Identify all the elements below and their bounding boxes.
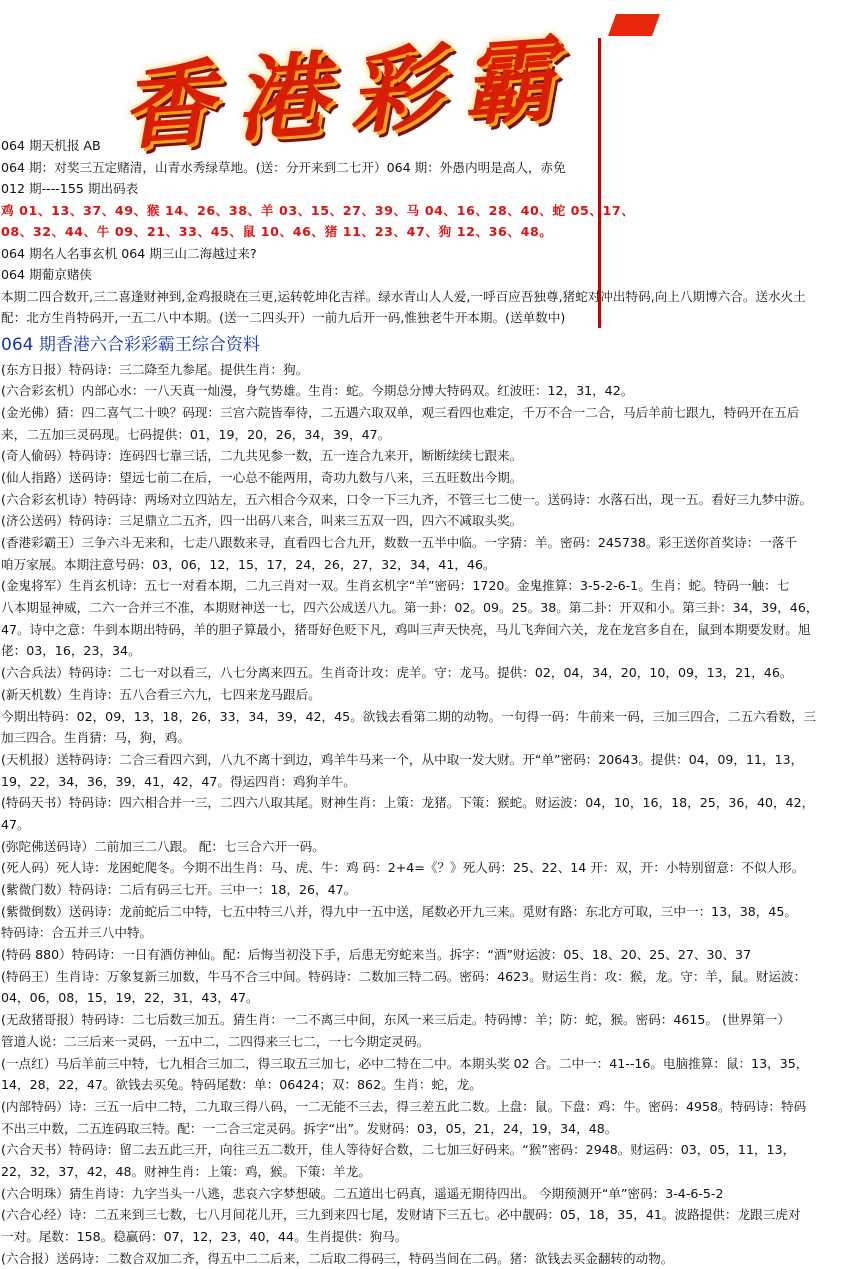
info-line: (金光佛）猜：四二喜气二十映？码现：三宫六院皆奉待，二五遇六取双单，观三看四也难定，千万不合一二合，马后羊前七跟九，特码开在五后 [0, 402, 863, 424]
info-line: (香港彩霸王）三争六斗无来和，七走八跟数来寻，直看四七合九开，数数一五半中临。一字猜：羊。密码：245738。彩王送你首奖诗：一落千 [0, 532, 863, 554]
info-line: (新天机数）生肖诗：五八合看三六九，七四来龙马跟后。 [0, 684, 863, 706]
info-line: (特码天书）特码诗：四六相合并一三，二四六八取其尾。财神生肖：上策：龙猪。下策：猴蛇。财运波：04，10，16，18，25，36，40，42， [0, 792, 863, 814]
info-line: 19，22，34，36，39，41，42，47。得运四肖：鸡狗羊牛。 [0, 771, 863, 793]
info-line: (紫微门数）特码诗：二后有码三七开。三中一：18，26，47。 [0, 879, 863, 901]
info-line: 八本期显神威，二六一合并三不准，本期财神送一七，四六公成送八九。第一卦：02。09。25。38。第二卦：开双和小。第三卦：34，39，46， [0, 597, 863, 619]
info-line: 47。诗中之意：牛到本期出特码，羊的胆子算最小，猪哥好色贬下凡，鸡叫三声天快亮，马儿飞奔间六关，龙在龙宫多自在，鼠到本期要发财。旭 [0, 619, 863, 641]
info-line: 咱万家展。本期注意号码：03，06，12，15，17，24，26，27，32，34，41，46。 [0, 554, 863, 576]
text-line: 本期二四合数开,三二喜逢财神到,金鸡报晓在三更,运转乾坤化吉祥。绿水青山人人爱,一呼百应吾独尊,猪蛇对冲出特码,向上八期博六合。送水火土 [0, 286, 863, 308]
info-line: (紫微倒数）送码诗：龙前蛇后二中特，七五中特三八并，得九中一五中送，尾数必开九三来。觅财有路：东北方可取，三中一：13，38，45。 [0, 901, 863, 923]
document-body [0, 135, 863, 1269]
info-line: (六合兵法）特码诗：二七一对以看三，八七分离来四五。生肖奇计攻：虎羊。守：龙马。提供：02，04，34，20，10，09，13，21，46。 [0, 662, 863, 684]
info-line: (济公送码）特码诗：三足鼎立二五齐，四一出码八来合，叫来三五双一四，四六不减取头奖。 [0, 510, 863, 532]
info-line: (特码王）生肖诗：万象复新三加数，牛马不合三中间。特码诗：二数加三特二码。密码：4623。财运生肖：攻：猴，龙。守：羊，鼠。财运波： [0, 966, 863, 988]
info-line: (奇人偷码）特码诗：连码四七靠三话，二九共见参一数，五一连合九来开，断断续续七跟来。 [0, 445, 863, 467]
text-line: 配：北方生肖特码开,一五二八中本期。(送一二四头开）一前九后开一码,惟独老牛开本期。(送单数中) [0, 307, 863, 329]
text-line: 064 期名人名事玄机 064 期三山二海越过来? [0, 243, 863, 265]
info-line: 管道人说：二三后来一灵码，一五中二，二四得来三七二，一七今期定灵码。 [0, 1031, 863, 1053]
section-title: 064 期香港六合彩彩霸王综合资料 [0, 329, 863, 359]
info-line: (内部特码）诗：三五一后中二特，二九取三得八码，一二无能不三去，得三差五此二数。上盘：鼠。下盘：鸡：牛。密码：4958。特码诗：特码 [0, 1096, 863, 1118]
info-line: (特码 880）特码诗：一日有酒仿神仙。配：后悔当初没下手，后患无穷蛇来当。拆字：“酒”财运波：05、18、20、25、27、30、37 [0, 944, 863, 966]
info-line: 47。 [0, 814, 863, 836]
info-line: (六合报）送码诗：二数合双加二齐，得五中二二后来，二后取二得码三，特码当间在二码。猪：欲钱去买金翻转的动物。 [0, 1248, 863, 1269]
info-line: (六合彩玄机）内部心水：一八天真一灿漫，身气势雄。生肖：蛇。今期总分博大特码双。红波旺：12，31，42。 [0, 380, 863, 402]
info-line: (死人码）死人诗：龙困蛇爬冬。今期不出生肖：马、虎、牛：鸡 码：2+4=《？》死人码：25、22、14 开：双，开：小特别留意：不似人形。 [0, 857, 863, 879]
info-line: (无敌猪哥报）特码诗：二七后数三加五。猜生肖：一二不离三中间，东风一来三后走。特码博：羊；防：蛇，猴。密码：4615。 (世界第一） [0, 1009, 863, 1031]
header-line: 064 期天机报 AB [0, 135, 863, 157]
info-line: (一点红）马后羊前三中特，七九相合三加二，得三取五三加七，必中二特在二中。本期头奖 02 合。二中一：41--16。电脑推算：鼠：13，35， [0, 1053, 863, 1075]
info-section [0, 359, 863, 1269]
info-line: (金鬼将军）生肖玄机诗：五七一对看本期，二九三肖对一双。生肖玄机字“羊”密码：1720。金鬼推算：3-5-2-6-1。生肖：蛇。特码一触：七 [0, 575, 863, 597]
header-line: 012 期----155 期出码表 [0, 178, 863, 200]
info-line: (东方日报）特码诗：三二降至九参尾。提供生肖：狗。 [0, 359, 863, 381]
info-line: (天机报）送特码诗：二合三看四六到，八九不离十到边，鸡羊牛马来一个，从中取一发大财。开“单”密码：20643。提供：04，09，11，13， [0, 749, 863, 771]
info-line: 一对。尾数：158。稳赢码：07，12，23，40，44。生肖提供：狗马。 [0, 1226, 863, 1248]
info-line: 22，32，37，42，48。财神生肖：上策：鸡，猴。下策：羊龙。 [0, 1161, 863, 1183]
info-line: 今期出特码：02，09，13，18，26，33，34，39，42，45。欲钱去看第二期的动物。一句得一码：牛前来一码，三加三四合，二五六看数，三 [0, 706, 863, 728]
logo: 香港彩霸 [116, 4, 580, 167]
info-line: 来，二五加三灵码现。七码提供：01，19，20，26，34，39，47。 [0, 424, 863, 446]
zodiac-number-line: 08、32、44、牛 09、21、33、45、鼠 10、46、猪 11、23、47、狗 12、36、48。 [0, 221, 863, 243]
info-line: 14，28，22，47。欲钱去买兔。特码尾数：单：06424；双：862。生肖：蛇，龙。 [0, 1074, 863, 1096]
info-line: 不出三中数，二五连码取三特。配：一二合三定灵码。拆字“出”。发财码：03，05，21，24，19，34，48。 [0, 1118, 863, 1140]
logo-accent-bar [608, 14, 660, 36]
info-line: (仙人指路）送码诗：望远七前二在后，一心总不能两用，奇功九数与八来，三五旺数出今期。 [0, 467, 863, 489]
info-line: (六合心经）诗：二五来到三七数，七八月间花儿开，三九到来四七尾，发财请下三五七。必中靓码：05，18，35，41。波路提供：龙跟三虎对 [0, 1204, 863, 1226]
info-line: (弥陀佛送码诗）二前加三二八跟。 配：七三合六开一码。 [0, 836, 863, 858]
info-line: 04，06，08，15，19，22，31，43，47。 [0, 987, 863, 1009]
header-line: 064 期：对奖三五定赌清，山青水秀绿草地。(送：分开来到二七开）064 期：外愚内明是高人，赤免 [0, 157, 863, 179]
info-line: 加三四合。生肖猜：马，狗，鸡。 [0, 727, 863, 749]
text-line: 064 期葡京赌侠 [0, 264, 863, 286]
header-section [0, 135, 863, 329]
info-line: 特码诗：合五并三八中特。 [0, 922, 863, 944]
info-line: (六合彩玄机诗）特码诗：两场对立四站左，五六相合今双来，口令一下三九齐，不管三七二使一。送码诗：水落石出，现一五。看好三九梦中游。 [0, 489, 863, 511]
info-line: (六合明珠）猜生肖诗：九字当头一八逃，悲哀六字梦想破。二五道出七码真，遥遥无期待四出。 今期预测开“单”密码：3-4-6-5-2 [0, 1183, 863, 1205]
info-line: (六合天书）特码诗：留二去五此三开，向往三五二数开，佳人等待好合数，二七加三好码来。“猴”密码：2948。财运码：03，05，11，13， [0, 1139, 863, 1161]
info-line: 佬：03，16，23，34。 [0, 640, 863, 662]
zodiac-number-line: 鸡 01、13、37、49、猴 14、26、38、羊 03、15、27、39、马 04、16、28、40、蛇 05、17、 [0, 200, 863, 222]
